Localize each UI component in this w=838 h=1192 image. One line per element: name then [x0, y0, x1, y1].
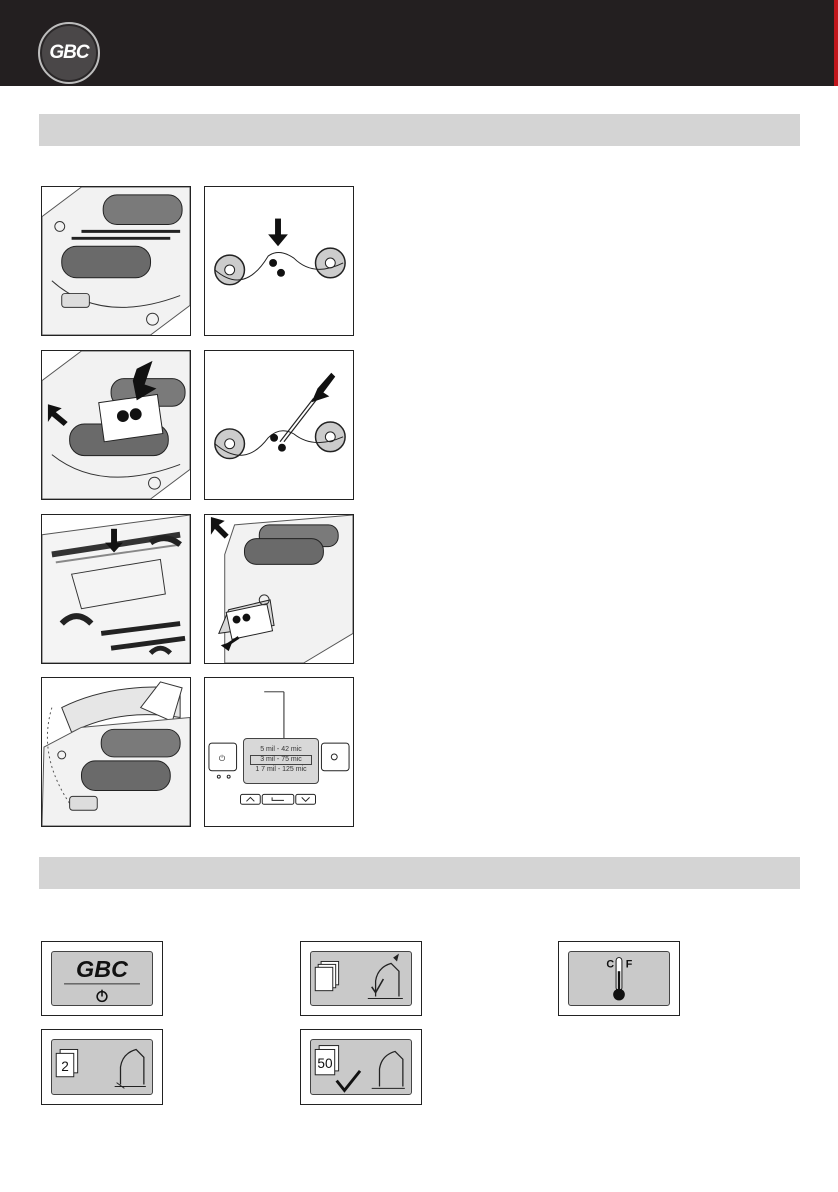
diagram-film-path-arrow	[204, 186, 354, 336]
illustration-card-ejected	[204, 514, 354, 664]
display-line-1: 5 mil - 42 mic	[260, 746, 302, 753]
lcd-gbc-logo: GBC	[76, 956, 128, 983]
gbc-logo: GBC	[38, 22, 100, 84]
illustration-insert-threading-card	[41, 350, 191, 500]
display-line-3: 1 7 mil - 125 mic	[255, 766, 307, 773]
section-header-bar-1	[39, 114, 800, 146]
illustration-close-lid	[41, 677, 191, 827]
svg-text:⏻: ⏻	[218, 753, 226, 763]
lcd-temperature-screen	[558, 941, 680, 1016]
section-header-bar-2	[39, 857, 800, 889]
sheet-count-value: 2	[61, 1058, 69, 1074]
lcd-ready-with-documents	[300, 941, 422, 1016]
control-panel-display	[243, 738, 319, 784]
illustration-remove-cartridge	[41, 514, 191, 664]
batch-count-value: 50	[317, 1055, 333, 1071]
illustration-open-machine-rolls	[41, 186, 191, 336]
display-line-2-selected: 3 mil - 75 mic	[250, 755, 312, 765]
diagram-threading-card-path	[204, 350, 354, 500]
lcd-single-sheet-counter	[41, 1029, 163, 1105]
lcd-startup-screen	[41, 941, 163, 1016]
lcd-batch-counter-complete	[300, 1029, 422, 1105]
celsius-label: C	[606, 958, 615, 971]
fahrenheit-label: F	[625, 958, 633, 971]
page-header	[0, 0, 838, 86]
